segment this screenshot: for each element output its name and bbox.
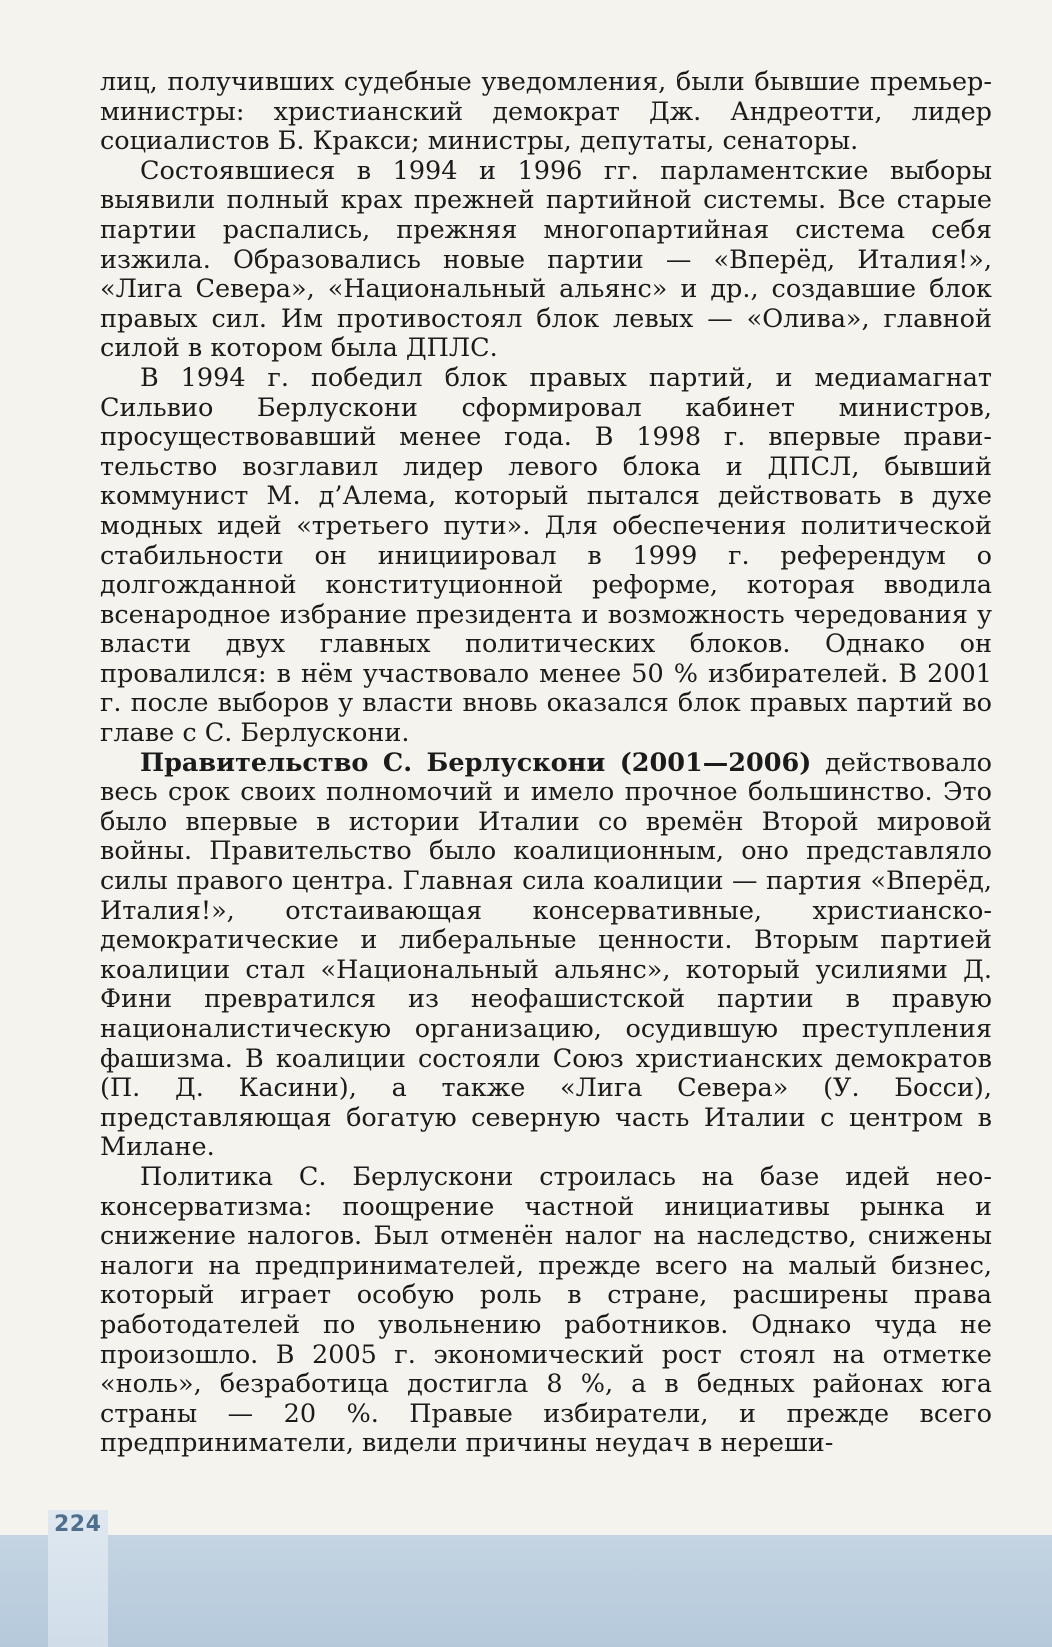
footer-band bbox=[0, 1535, 1052, 1647]
paragraph-4-text: действовало весь срок своих полномочий и имело прочное большинство. Это было впервые в истории Италии со времён Второй мировой войны. Правительство было коалиционным, оно представляло силы правого центра. Главная сила коалиции — партия «Вперёд, Италия!», отстаивающая консервативные, христианско-демократические и либеральные ценности. Вторым партией коалиции стал «Национальный альянс», который усилиями Д. Фини превратился из неофашистской партии в правую националистическую организацию, осудившую преступления фашизма. В коалиции состояли Союз христианских демократов (П. Д. Касини), а также «Лига Севера» (У. Босси), представляющая богатую северную часть Италии с центром в Милане. bbox=[100, 747, 992, 1163]
paragraph-3: В 1994 г. победил блок правых партий, и медиамагнат Сильвио Берлускони сформировал кабинет министров, просуществовавший менее года. В 1998 г. впервые правительство возглавил лидер левого блока и ДПСЛ, бывший коммунист М. д’Алема, который пытался действовать в духе модных идей «третьего пути». Для обеспечения политической стабильности он инициировал в 1999 г. референдум о долгожданной конституционной реформе, которая вводила всенародное избрание президента и возможность чередования у власти двух главных политических блоков. Однако он провалился: в нём участвовало менее 50 % избирателей. В 2001 г. после выборов у власти вновь оказался блок правых партий во главе с С. Берлускони. bbox=[100, 362, 992, 749]
paragraph-5: Политика С. Берлускони строилась на базе идей неоконсерватизма: поощрение частной инициативы рынка и снижение налогов. Был отменён налог на наследство, снижены налоги на предпринимателей, прежде всего на малый бизнес, который играет особую роль в стране, расширены права работодателей по увольнению работников. Однако чуда не произошло. В 2005 г. экономический рост стоял на отметке «ноль», безработица достигла 8 %, а в бедных районах юга страны — 20 %. Правые избиратели, и прежде всего предприниматели, видели причины неудач в нереши- bbox=[100, 1161, 992, 1459]
paragraph-1: лиц, получивших судебные уведомления, были бывшие премьер-министры: христианский демократ Дж. Андреотти, лидер социалистов Б. Кракси; министры, депутаты, сенаторы. bbox=[100, 67, 992, 157]
paragraph-4 bbox=[100, 749, 992, 1163]
page-number: 224 bbox=[54, 1512, 102, 1537]
paragraph-2: Состоявшиеся в 1994 и 1996 гг. парламентские выборы выявили полный крах прежней партийной системы. Все старые партии распались, прежняя многопартийная система себя изжила. Образовались новые партии — «Вперёд, Италия!», «Лига Севера», «Национальный альянс» и др., создавшие блок правых сил. Им противостоял блок левых — «Олива», главной силой в котором была ДПЛС. bbox=[100, 155, 992, 364]
paragraph-4-bold-heading: Правительство С. Берлускони (2001—2006) bbox=[140, 747, 812, 778]
page-body-text bbox=[100, 68, 992, 1459]
